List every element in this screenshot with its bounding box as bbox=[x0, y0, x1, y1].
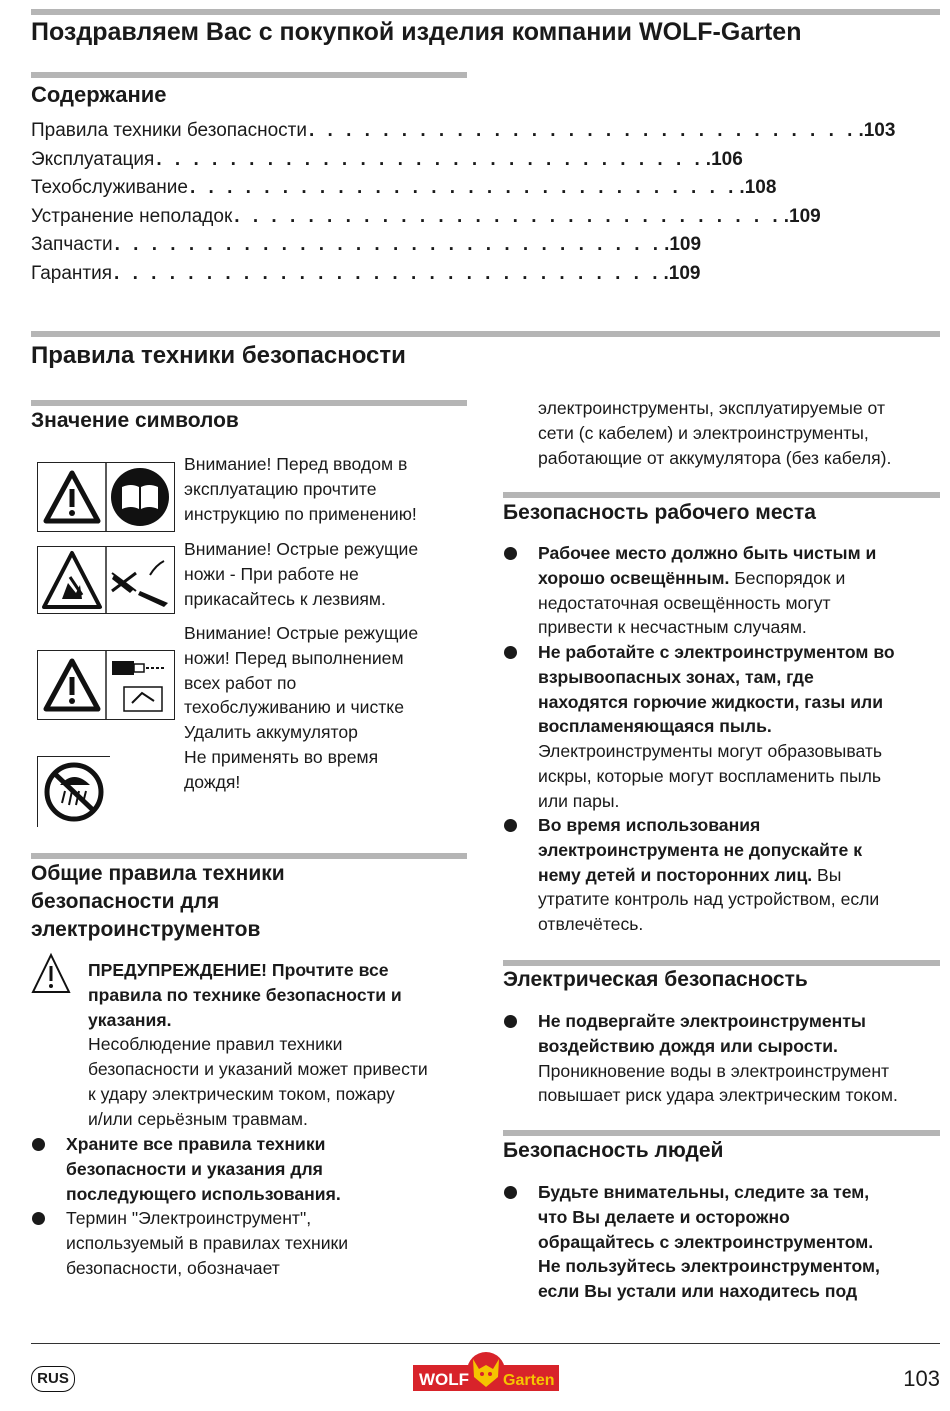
symbol-text-3: Внимание! Острые режущие ножи! Перед выполнением всех работ по техобслуживанию и чистке Удалить аккумулятор bbox=[184, 623, 419, 743]
bullet bbox=[504, 547, 517, 560]
toc-page-number: .109 bbox=[783, 205, 821, 227]
safety-title: Правила техники безопасности bbox=[31, 342, 406, 369]
symbols-rule bbox=[31, 400, 467, 406]
toc-entry bbox=[31, 120, 896, 149]
toc-label: Устранение неполадок bbox=[31, 205, 233, 227]
symbol-text-2: Внимание! Острые режущие ножи - При работе не прикасайтесь к лезвиям. bbox=[184, 539, 419, 609]
bullet bbox=[504, 646, 517, 659]
blade-warning-symbol bbox=[37, 546, 175, 614]
table-of-contents bbox=[31, 120, 896, 292]
toc-label: Правила техники безопасности bbox=[31, 120, 307, 141]
hand-blade-warning-icon bbox=[44, 553, 100, 607]
logo-text-wolf: WOLF bbox=[419, 1370, 470, 1389]
people-heading: Безопасность людей bbox=[503, 1139, 724, 1162]
footer-rule bbox=[31, 1343, 940, 1344]
toc-page-number: .108 bbox=[739, 177, 777, 199]
no-rain-symbol bbox=[37, 756, 110, 827]
general-warning: ПРЕДУПРЕЖДЕНИЕ! Прочтите все правила по технике безопасности и указания. Несоблюдение правил техники безопасности и указаний может привести к удару электрическим током, пожару и/или серьёзным травмам. bbox=[88, 960, 428, 1129]
page-title: Поздравляем Вас с покупкой изделия компании WOLF-Garten bbox=[31, 18, 802, 46]
warning-triangle-icon bbox=[46, 661, 98, 709]
warning-book-symbol bbox=[37, 462, 175, 532]
no-rain-icon bbox=[47, 765, 101, 819]
toc-leader-dots: . . . . . . . . . . . . . . . . . . . . . . . . . . . . . . bbox=[156, 148, 704, 170]
bullet bbox=[504, 819, 517, 832]
top-rule bbox=[31, 9, 940, 15]
toc-label: Гарантия bbox=[31, 262, 113, 284]
general-heading: Общие правила техники безопасности для электроинструментов bbox=[31, 862, 285, 941]
workplace-heading: Безопасность рабочего места bbox=[503, 501, 816, 524]
maintenance-warning-symbol bbox=[37, 650, 175, 720]
toc-entry bbox=[31, 205, 821, 235]
safety-rule bbox=[31, 331, 940, 337]
contents-heading: Содержание bbox=[31, 82, 167, 107]
warning-triangle-icon bbox=[31, 952, 71, 996]
toc-leader-dots: . . . . . . . . . . . . . . . . . . . . . . . . . . . . . . bbox=[234, 205, 782, 227]
toc-page-number: .109 bbox=[663, 262, 701, 284]
toc-entry bbox=[31, 148, 743, 178]
general-bullet-1: Храните все правила техники безопасности и указания для последующего использования. bbox=[66, 1134, 341, 1204]
page-number: 103 bbox=[903, 1366, 940, 1391]
remove-battery-icon bbox=[112, 661, 166, 711]
symbol-text-1: Внимание! Перед вводом в эксплуатацию прочтите инструкцию по применению! bbox=[184, 454, 417, 524]
toc-leader-dots: . . . . . . . . . . . . . . . . . . . . . . . . . . . . . . bbox=[309, 120, 857, 141]
workplace-rule bbox=[503, 492, 940, 498]
symbol-text-4: Не применять во время дождя! bbox=[184, 747, 379, 792]
toc-leader-dots: . . . . . . . . . . . . . . . . . . . . . . . . . . . . . . bbox=[189, 177, 738, 199]
toc-entry bbox=[31, 262, 701, 292]
toc-label: Техобслуживание bbox=[31, 177, 188, 199]
language-badge: RUS bbox=[31, 1366, 75, 1392]
logo-text-garten: Garten bbox=[503, 1372, 555, 1389]
read-manual-icon bbox=[111, 468, 169, 526]
toc-entry bbox=[31, 177, 777, 206]
warning-triangle-icon bbox=[46, 473, 98, 521]
people-bullet-1: Будьте внимательны, следите за тем, что Вы делаете и осторожно обращайтесь с электроинструментом. Не пользуйтесь электроинструментом, если Вы устали или находитесь под bbox=[538, 1182, 880, 1302]
electric-bullet-1: Не подвергайте электроинструменты воздействию дождя или сырости. Проникновение воды в электроинструмент повышает риск удара электрическим током. bbox=[538, 1011, 898, 1106]
toc-leader-dots: . . . . . . . . . . . . . . . . . . . . . . . . . . . . . . bbox=[114, 234, 663, 256]
bullet bbox=[504, 1186, 517, 1199]
toc-page-number: .103 bbox=[858, 120, 896, 141]
symbols-heading: Значение символов bbox=[31, 409, 239, 432]
cutting-blades-icon bbox=[112, 561, 168, 607]
general-rule bbox=[31, 853, 467, 859]
right-intro-text: электроинструменты, эксплуатируемые от сети (с кабелем) и электроинструменты, работающие от аккумулятора (без кабеля). bbox=[538, 398, 892, 468]
toc-entry bbox=[31, 234, 702, 263]
electric-heading: Электрическая безопасность bbox=[503, 968, 808, 991]
bullet bbox=[504, 1015, 517, 1028]
bullet bbox=[32, 1212, 45, 1225]
workplace-bullet-3: Во время использования электроинструмента не допускайте к нему детей и посторонних лиц. Вы утратите контроль над устройством, если отвлечётесь. bbox=[538, 815, 880, 935]
people-rule bbox=[503, 1130, 940, 1136]
contents-rule bbox=[31, 72, 467, 78]
workplace-bullet-1: Рабочее место должно быть чистым и хорошо освещённым. Беспорядок и недостаточная освещённость могут привести к несчастным случаям. bbox=[538, 543, 877, 638]
workplace-bullet-2: Не работайте с электроинструментом во взрывоопасных зонах, там, где находятся горючие жидкости, газы или воспламеняющаяся пыль. Электроинструменты могут образовывать искры, которые могут воспламенить пыль или пары. bbox=[538, 642, 895, 811]
toc-page-number: .109 bbox=[664, 234, 702, 256]
toc-label: Запчасти bbox=[31, 234, 113, 256]
wolf-garten-logo bbox=[413, 1349, 559, 1393]
bullet bbox=[32, 1138, 45, 1151]
toc-label: Эксплуатация bbox=[31, 148, 155, 170]
toc-leader-dots: . . . . . . . . . . . . . . . . . . . . . . . . . . . . . . bbox=[114, 262, 662, 284]
toc-page-number: .106 bbox=[705, 148, 743, 170]
general-bullet-2: Термин "Электроинструмент", используемый в правилах техники безопасности, обозначает bbox=[66, 1208, 349, 1278]
